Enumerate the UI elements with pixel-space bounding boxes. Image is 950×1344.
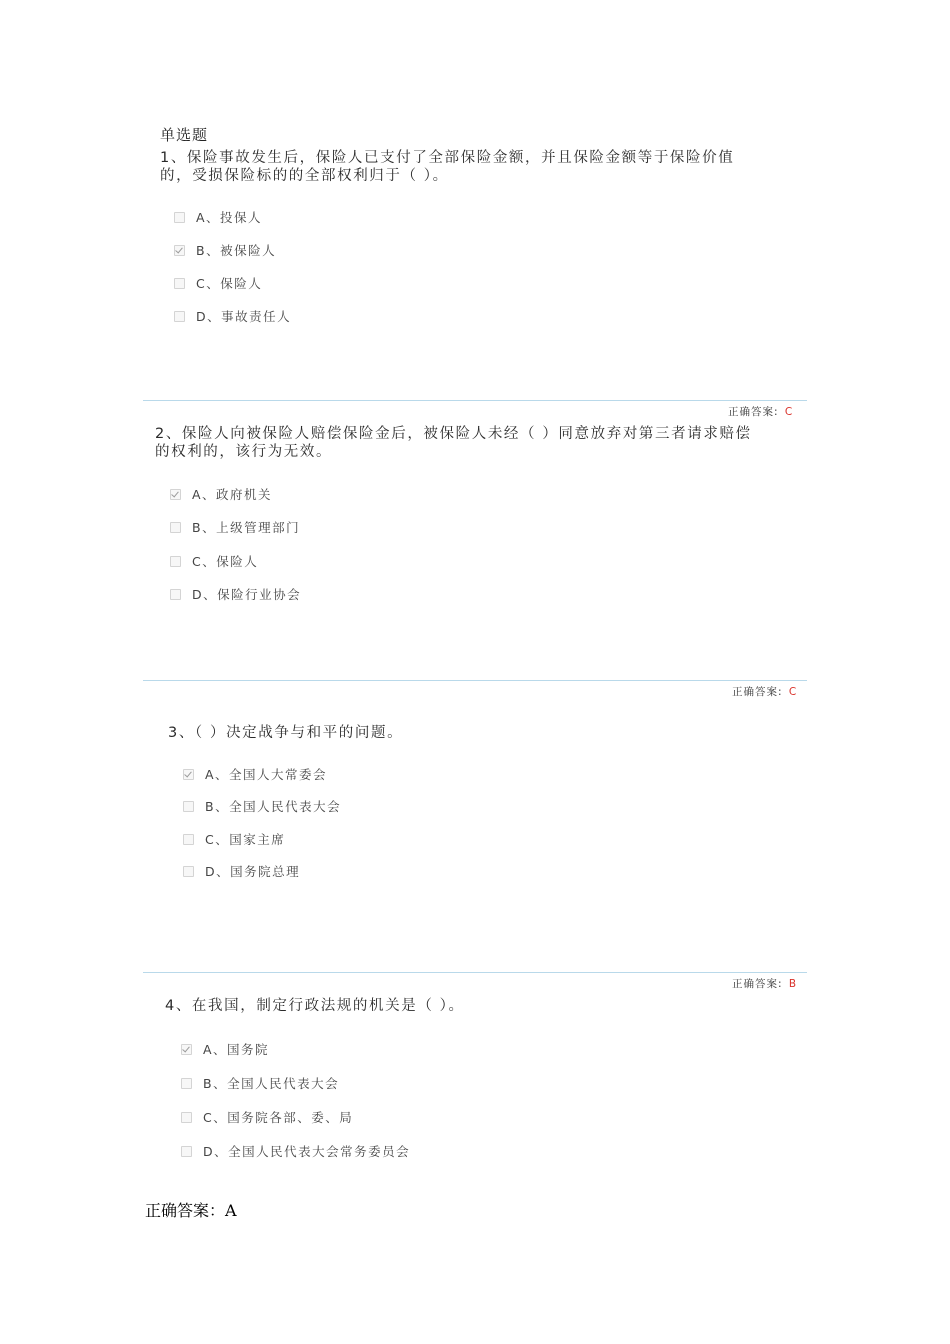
option-label: A、投保人 xyxy=(196,210,263,225)
answer-label: 正确答案: xyxy=(732,978,783,990)
option-label: D、事故责任人 xyxy=(196,309,292,324)
answer-value: C xyxy=(784,406,794,418)
checkbox-checked-icon[interactable] xyxy=(170,489,181,500)
option-c[interactable] xyxy=(170,552,258,570)
checkbox-icon[interactable] xyxy=(181,1078,192,1089)
checkbox-icon[interactable] xyxy=(183,834,194,845)
option-b[interactable] xyxy=(183,797,341,815)
option-c[interactable] xyxy=(181,1108,353,1126)
checkbox-icon[interactable] xyxy=(170,589,181,600)
question-text: 4、在我国，制定行政法规的机关是（ ）。 xyxy=(165,998,465,1014)
checkbox-icon[interactable] xyxy=(181,1146,192,1157)
option-c[interactable] xyxy=(174,274,262,292)
divider xyxy=(143,680,807,681)
checkbox-checked-icon[interactable] xyxy=(183,769,194,780)
option-a[interactable] xyxy=(174,208,262,226)
section-title: 单选题 xyxy=(160,126,209,144)
option-label: A、国务院 xyxy=(203,1042,270,1057)
option-label: B、上级管理部门 xyxy=(192,520,301,535)
option-c[interactable] xyxy=(183,830,285,848)
answer-value: C xyxy=(788,686,798,698)
checkbox-icon[interactable] xyxy=(174,278,185,289)
option-label: C、国家主席 xyxy=(205,832,286,847)
option-label: B、全国人民代表大会 xyxy=(203,1076,340,1091)
answer-label: 正确答案: xyxy=(732,686,783,698)
option-label: B、被保险人 xyxy=(196,243,277,258)
option-a[interactable] xyxy=(181,1040,269,1058)
checkbox-icon[interactable] xyxy=(170,522,181,533)
option-label: C、国务院各部、委、局 xyxy=(203,1110,354,1125)
checkbox-icon[interactable] xyxy=(170,556,181,567)
question-text: 1、保险事故发生后，保险人已支付了全部保险金额，并且保险金额等于保险价值 的，受损保险标的的全部权利归于（ ）。 xyxy=(160,150,735,184)
option-label: A、政府机关 xyxy=(192,487,273,502)
divider xyxy=(143,972,807,973)
option-label: B、全国人民代表大会 xyxy=(205,799,342,814)
option-d[interactable] xyxy=(183,862,300,880)
option-d[interactable] xyxy=(174,307,291,325)
checkbox-icon[interactable] xyxy=(183,866,194,877)
option-b[interactable] xyxy=(174,241,276,259)
question-text: 3、（ ）决定战争与和平的问题。 xyxy=(168,725,404,741)
final-answer: 正确答案：A xyxy=(145,1201,237,1220)
correct-answer xyxy=(732,684,797,699)
option-d[interactable] xyxy=(170,585,301,603)
option-label: A、全国人大常委会 xyxy=(205,767,328,782)
option-label: C、保险人 xyxy=(192,554,259,569)
option-label: C、保险人 xyxy=(196,276,263,291)
option-b[interactable] xyxy=(170,518,300,536)
answer-value: B xyxy=(788,978,798,990)
option-b[interactable] xyxy=(181,1074,339,1092)
checkbox-checked-icon[interactable] xyxy=(174,245,185,256)
checkbox-icon[interactable] xyxy=(174,212,185,223)
answer-label: 正确答案: xyxy=(728,406,779,418)
checkbox-icon[interactable] xyxy=(183,801,194,812)
divider xyxy=(143,400,807,401)
option-label: D、国务院总理 xyxy=(205,864,301,879)
option-label: D、全国人民代表大会常务委员会 xyxy=(203,1144,411,1159)
correct-answer xyxy=(728,404,793,419)
checkbox-icon[interactable] xyxy=(181,1112,192,1123)
checkbox-icon[interactable] xyxy=(174,311,185,322)
checkbox-checked-icon[interactable] xyxy=(181,1044,192,1055)
correct-answer xyxy=(732,976,797,991)
question-text: 2、保险人向被保险人赔偿保险金后，被保险人未经（ ）同意放弃对第三者请求赔偿 的权利的，该行为无效。 xyxy=(155,426,752,460)
option-label: D、保险行业协会 xyxy=(192,587,302,602)
option-a[interactable] xyxy=(170,485,272,503)
option-d[interactable] xyxy=(181,1142,410,1160)
option-a[interactable] xyxy=(183,765,327,783)
